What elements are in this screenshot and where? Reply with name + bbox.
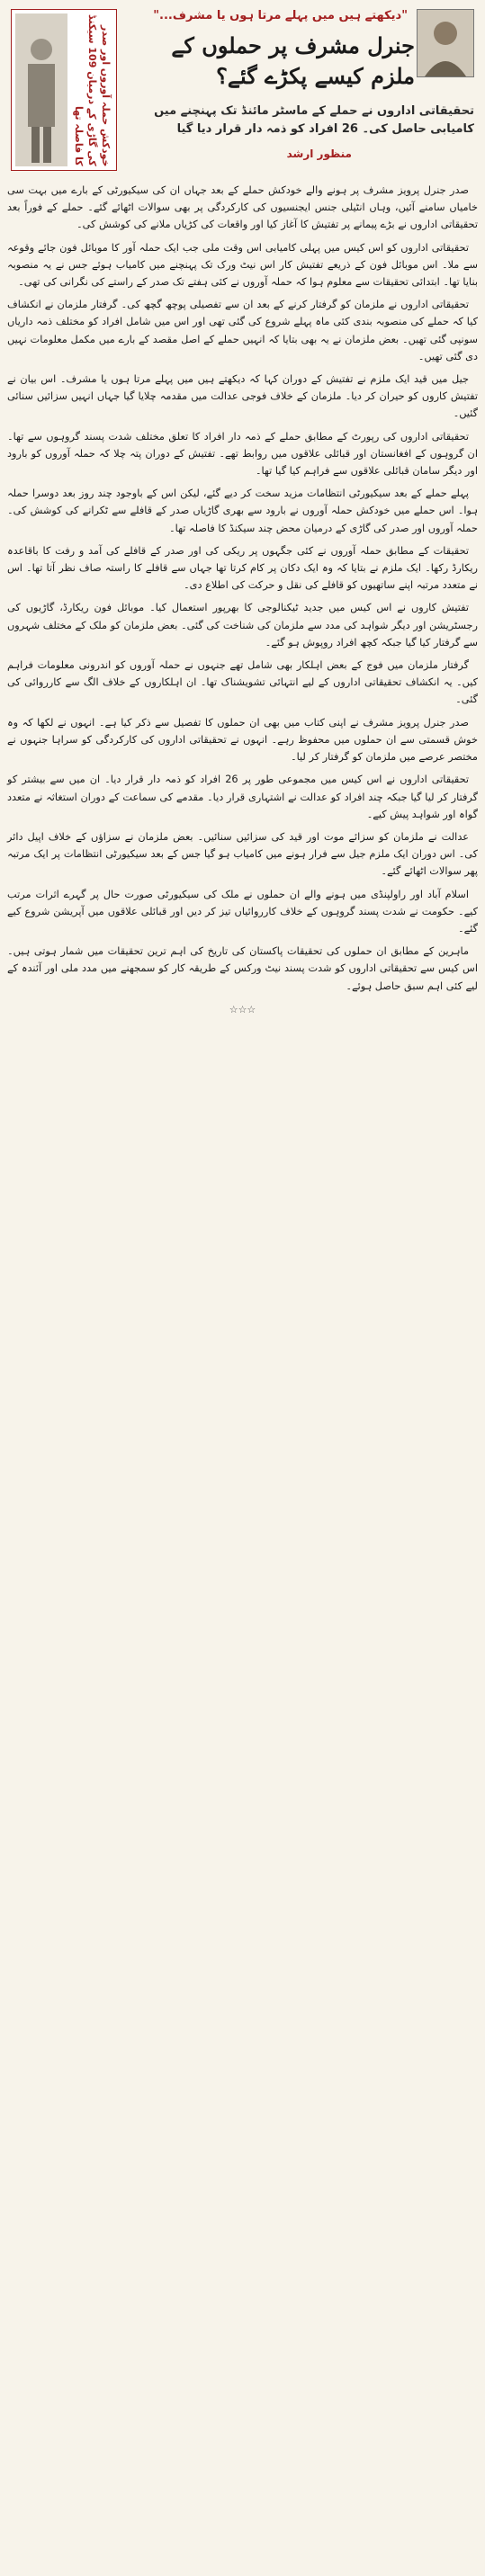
body-paragraph: تفتیش کاروں نے اس کیس میں جدید ٹیکنالوجی کا بھرپور استعمال کیا۔ موبائل فون ریکارڈ، گاڑیوں کی رجسٹریشن اور دیگر شواہد کی مدد سے ملزمان کی شناخت کی گئی۔ بعض ملزمان کو ملک کے مختلف شہروں سے گرفتار کیا گیا جبکہ کچھ افراد روپوش ہو گئے۔ [7, 602, 478, 648]
photo-placeholder-icon [15, 13, 67, 166]
body-paragraph: تحقیقاتی اداروں نے ملزمان کو گرفتار کرنے کے بعد ان سے تفصیلی پوچھ گچھ کی۔ گرفتار ملزمان نے انکشاف کیا کہ حملے کی منصوبہ بندی کئی ماہ پہلے شروع کی گئی تھی اور اس میں شامل افراد کو مختلف ذمہ داریاں سونپی گئی تھیں۔ بعض ملزمان نے یہ بھی بتایا کہ انہیں حملے کے اصل مقصد کے بارے میں مکمل معلومات نہیں دی گئی تھیں۔ [7, 299, 478, 362]
side-callout [11, 9, 117, 171]
article-headline: جنرل مشرف پر حملوں کے ملزم کیسے پکڑے گئے؟ [171, 32, 415, 89]
body-paragraph: عدالت نے ملزمان کو سزائے موت اور قید کی سزائیں سنائیں۔ بعض ملزمان نے سزاؤں کے خلاف اپیل دائر کی۔ اس دوران ایک ملزم جیل سے فرار ہونے میں کامیاب ہو گیا جس کے بعد سیکیورٹی انتظامات پر ایک مرتبہ پھر سوالات اٹھائے گئے۔ [7, 830, 478, 878]
article-header [7, 5, 478, 176]
pull-quote: "دیکھتے ہیں میں پہلے مرتا ہوں یا مشرف..." [153, 9, 408, 22]
end-mark: ☆☆☆ [229, 1003, 256, 1015]
body-paragraph: ماہرین کے مطابق ان حملوں کی تحقیقات پاکستان کی تاریخ کی اہم ترین تحقیقات میں شمار ہوتی ہیں۔ اس کیس سے تحقیقاتی اداروں کو شدت پسند نیٹ ورکس کے طریقہ کار کو سمجھنے میں مدد ملی اور آئندہ کے لیے کئی اہم سبق حاصل ہوئے۔ [7, 945, 478, 992]
soldiers-photo [15, 13, 67, 166]
body-paragraph: صدر جنرل پرویز مشرف پر ہونے والے خودکش حملے کے بعد جہاں ان کی سیکیورٹی کے بارے میں بہت سی خامیاں سامنے آئیں، وہاں انٹیلی جنس ایجنسیوں کی کارکردگی پر بھی سوالات اٹھائے گئے۔ حملے کے فوراً بعد تحقیقاتی اداروں نے بڑے پیمانے پر تفتیش کا آغاز کیا اور واقعات کی کڑیاں ملانے کی کوشش کی۔ [7, 184, 478, 231]
body-paragraph: پہلے حملے کے بعد سیکیورٹی انتظامات مزید سخت کر دیے گئے، لیکن اس کے باوجود چند روز بعد دوسرا حملہ ہوا۔ اس حملے میں خودکش حملہ آوروں نے بارود سے بھری گاڑیاں صدر کے قافلے سے ٹکرانے کی کوشش کی۔ حملہ آوروں اور صدر کی گاڑی کے درمیان محض چند سیکنڈ کا فاصلہ تھا۔ [7, 487, 478, 534]
author-byline: منظور ارشد [286, 148, 352, 160]
musharraf-portrait [417, 9, 474, 77]
body-paragraph: تحقیقات کے مطابق حملہ آوروں نے کئی جگہوں پر ریکی کی اور صدر کے قافلے کی آمد و رفت کا باقاعدہ ریکارڈ رکھا۔ ایک ملزم نے بتایا کہ وہ ایک دکان پر کام کرتا تھا جہاں سے قافلے کا راستہ صاف نظر آتا تھا۔ اس نے متعدد مرتبہ اپنے ساتھیوں کو قافلے کی نقل و حرکت کی اطلاع دی۔ [7, 544, 478, 592]
body-paragraph: تحقیقاتی اداروں کی رپورٹ کے مطابق حملے کے ذمہ دار افراد کا تعلق مختلف شدت پسند گروہوں سے تھا۔ ان گروہوں کے افغانستان اور قبائلی علاقوں میں روابط تھے۔ تفتیش کے دوران پتہ چلا کہ حملہ آوروں کو بارود اور دیگر سامان قبائلی علاقوں سے فراہم کیا گیا تھا۔ [7, 430, 478, 478]
side-callout-text: خودکش حملہ آوروں اور صدر کی گاڑی کے درمیان 109 سیکنڈ کا فاصلہ تھا [73, 14, 112, 166]
body-paragraph: جیل میں قید ایک ملزم نے تفتیش کے دوران کہا کہ دیکھتے ہیں میں پہلے مرتا ہوں یا مشرف۔ اس بیان نے تفتیش کاروں کو حیران کر دیا۔ ملزمان کے خلاف فوجی عدالت میں مقدمہ چلایا گیا جہاں انہیں سزائیں سنائی گئیں۔ [7, 373, 478, 420]
body-paragraph: صدر جنرل پرویز مشرف نے اپنی کتاب میں بھی ان حملوں کا تفصیل سے ذکر کیا ہے۔ انہوں نے لکھا کہ وہ خوش قسمتی سے ان حملوں میں محفوظ رہے۔ انہوں نے تحقیقاتی اداروں کی کارکردگی کو سراہا جنہوں نے مختصر عرصے میں ملزمان کو گرفتار کر لیا۔ [7, 716, 478, 764]
body-paragraph: تحقیقاتی اداروں نے اس کیس میں مجموعی طور پر 26 افراد کو ذمہ دار قرار دیا۔ ان میں سے بیشتر کو گرفتار کر لیا گیا جبکہ چند افراد کو عدالت نے اشتہاری قرار دیا۔ مقدمے کی سماعت کے دوران استغاثہ نے متعدد گواہ اور شواہد پیش کیے۔ [7, 774, 478, 820]
body-paragraph: اسلام آباد اور راولپنڈی میں ہونے والے ان حملوں نے ملک کی سیکیورٹی صورت حال پر گہرے اثرات مرتب کیے۔ حکومت نے شدت پسند گروہوں کے خلاف کارروائیاں تیز کر دیں اور قبائلی علاقوں میں آپریشن شروع کیے گئے۔ [7, 888, 478, 935]
body-paragraph: گرفتار ملزمان میں فوج کے بعض اہلکار بھی شامل تھے جنہوں نے حملہ آوروں کو اندرونی معلومات فراہم کیں۔ یہ انکشاف تحقیقاتی اداروں کے لیے انتہائی تشویشناک تھا۔ ان اہلکاروں کے خلاف الگ سے کارروائی کی گئی۔ [7, 659, 478, 706]
article-body [7, 182, 478, 1000]
body-paragraph: تحقیقاتی اداروں کو اس کیس میں پہلی کامیابی اس وقت ملی جب ایک حملہ آور کا موبائل فون جائے وقوعہ سے ملا۔ اس موبائل فون کے ذریعے تفتیش کار اس نیٹ ورک تک پہنچنے میں کامیاب ہوئے جس نے یہ منصوبہ بنایا تھا۔ ابتدائی تحقیقات سے معلوم ہوا کہ حملہ آوروں نے کئی ہفتے تک صدر کے راستے کی نگرانی کی تھی۔ [7, 241, 478, 289]
article-subheadline: تحقیقاتی اداروں نے حملے کے ماسٹر مائنڈ تک پہنچنے میں کامیابی حاصل کی۔ 26 افراد کو ذمہ دار قرار دیا گیا [154, 104, 474, 136]
portrait-icon [418, 10, 473, 76]
